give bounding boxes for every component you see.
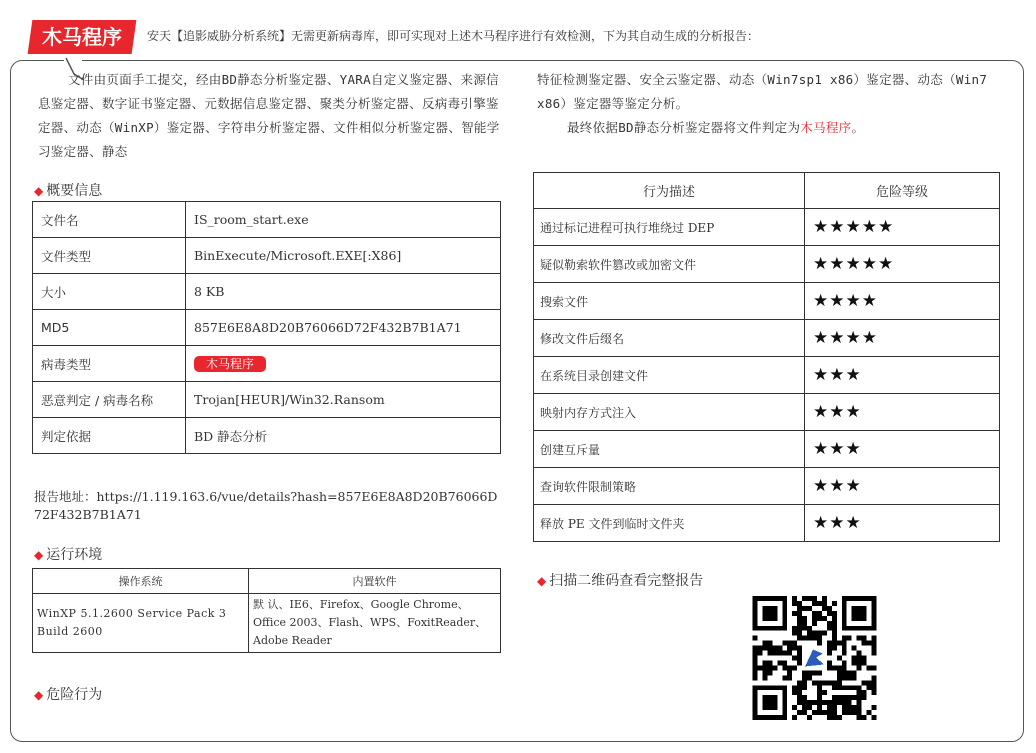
table-row	[534, 394, 1000, 431]
environment-title-text: 运行环境	[46, 547, 103, 563]
verdict-prefix: 最终依据BD静态分析鉴定器将文件判定为	[567, 120, 801, 135]
table-row	[33, 202, 501, 238]
overview-value-cell	[186, 346, 501, 382]
behavior-desc: 疑似勒索软件篡改或加密文件	[534, 246, 805, 283]
qr-title	[537, 570, 703, 590]
table-row	[33, 346, 501, 382]
table-row	[534, 468, 1000, 505]
table-header-row	[33, 569, 501, 594]
danger-stars: ★★★★★	[805, 246, 1000, 283]
table-row	[534, 320, 1000, 357]
virus-type-tag: 木马程序	[194, 356, 266, 372]
overview-value: BinExecute/Microsoft.EXE[:X86]	[186, 238, 501, 274]
overview-key: 病毒类型	[33, 346, 186, 382]
intro-right-text: 特征检测鉴定器、安全云鉴定器、动态（Win7sp1 x86）鉴定器、动态（Win7 x86）鉴定器等鉴定分析。	[537, 72, 988, 111]
verdict-suffix: 。	[851, 120, 865, 135]
environment-title	[34, 544, 102, 564]
intro-left-text: 文件由页面手工提交，经由BD静态分析鉴定器、YARA自定义鉴定器、来源信息鉴定器、数字证书鉴定器、元数据信息鉴定器、聚类分析鉴定器、反病毒引擎鉴定器、动态（WinXP）鉴定器、字符串分析鉴定器、文件相似分析鉴定器、智能学习鉴定器、静态	[38, 72, 500, 159]
verdict-value: 木马程序	[800, 120, 852, 135]
intro-right-paragraph	[537, 68, 1007, 140]
behavior-desc: 搜索文件	[534, 283, 805, 320]
overview-title	[34, 180, 102, 200]
column-header: 内置软件	[249, 569, 501, 594]
table-row	[33, 274, 501, 310]
os-cell: WinXP 5.1.2600 Service Pack 3 Build 2600	[33, 594, 249, 653]
header-note: 安天【追影威胁分析系统】无需更新病毒库，即可实现对上述木马程序进行有效检测，下为其自动生成的分析报告：	[147, 29, 760, 43]
overview-key: 恶意判定 / 病毒名称	[33, 382, 186, 418]
overview-value: IS_room_start.exe	[186, 202, 501, 238]
danger-stars: ★★★★★	[805, 209, 1000, 246]
danger-stars: ★★★	[805, 468, 1000, 505]
danger-stars: ★★★	[805, 394, 1000, 431]
table-header-row	[534, 173, 1000, 209]
overview-key: 文件类型	[33, 238, 186, 274]
table-row	[33, 594, 501, 653]
behavior-desc: 创建互斥量	[534, 431, 805, 468]
table-row	[534, 505, 1000, 542]
danger-stars: ★★★	[805, 505, 1000, 542]
table-row	[33, 382, 501, 418]
overview-table	[32, 201, 501, 454]
behavior-desc: 通过标记进程可执行堆绕过 DEP	[534, 209, 805, 246]
danger-title	[34, 684, 102, 704]
table-row	[534, 283, 1000, 320]
diamond-icon: ◆	[34, 548, 44, 562]
column-header: 行为描述	[534, 173, 805, 209]
behavior-desc: 修改文件后缀名	[534, 320, 805, 357]
overview-key: 文件名	[33, 202, 186, 238]
danger-stars: ★★★	[805, 357, 1000, 394]
verdict-line	[537, 116, 1007, 140]
overview-key: MD5	[33, 310, 186, 346]
behavior-desc: 映射内存方式注入	[534, 394, 805, 431]
report-address: 报告地址：https://1.119.163.6/vue/details?hash=857E6E8A8D20B76066D72F432B7B1A71	[34, 489, 498, 522]
table-row	[534, 246, 1000, 283]
overview-value: Trojan[HEUR]/Win32.Ransom	[186, 382, 501, 418]
behavior-desc: 在系统目录创建文件	[534, 357, 805, 394]
overview-key: 大小	[33, 274, 186, 310]
behavior-desc: 释放 PE 文件到临时文件夹	[534, 505, 805, 542]
danger-title-text: 危险行为	[46, 687, 103, 703]
overview-value: BD 静态分析	[186, 418, 501, 454]
overview-value: 857E6E8A8D20B76066D72F432B7B1A71	[186, 310, 501, 346]
overview-value: 8 KB	[186, 274, 501, 310]
behavior-table	[533, 172, 1000, 542]
overview-title-text: 概要信息	[46, 183, 103, 199]
danger-stars: ★★★★	[805, 283, 1000, 320]
trojan-badge	[28, 20, 137, 54]
table-row	[534, 357, 1000, 394]
behavior-desc: 查询软件限制策略	[534, 468, 805, 505]
software-cell: 默 认、IE6、Firefox、Google Chrome、Office 2003、Flash、WPS、FoxitReader、Adobe Reader	[249, 594, 501, 653]
environment-table	[32, 568, 501, 653]
diamond-icon: ◆	[34, 184, 44, 198]
danger-stars: ★★★★	[805, 320, 1000, 357]
qr-code[interactable]	[751, 596, 878, 720]
table-row	[33, 310, 501, 346]
table-row	[534, 431, 1000, 468]
table-row	[33, 418, 501, 454]
column-header: 操作系统	[33, 569, 249, 594]
danger-stars: ★★★	[805, 431, 1000, 468]
table-row	[534, 209, 1000, 246]
column-header: 危险等级	[805, 173, 1000, 209]
badge-label: 木马程序	[42, 25, 122, 49]
diamond-icon: ◆	[537, 574, 547, 588]
intro-left-paragraph	[38, 68, 506, 164]
table-row	[33, 238, 501, 274]
overview-key: 判定依据	[33, 418, 186, 454]
qr-title-text: 扫描二维码查看完整报告	[549, 573, 704, 589]
diamond-icon: ◆	[34, 688, 44, 702]
